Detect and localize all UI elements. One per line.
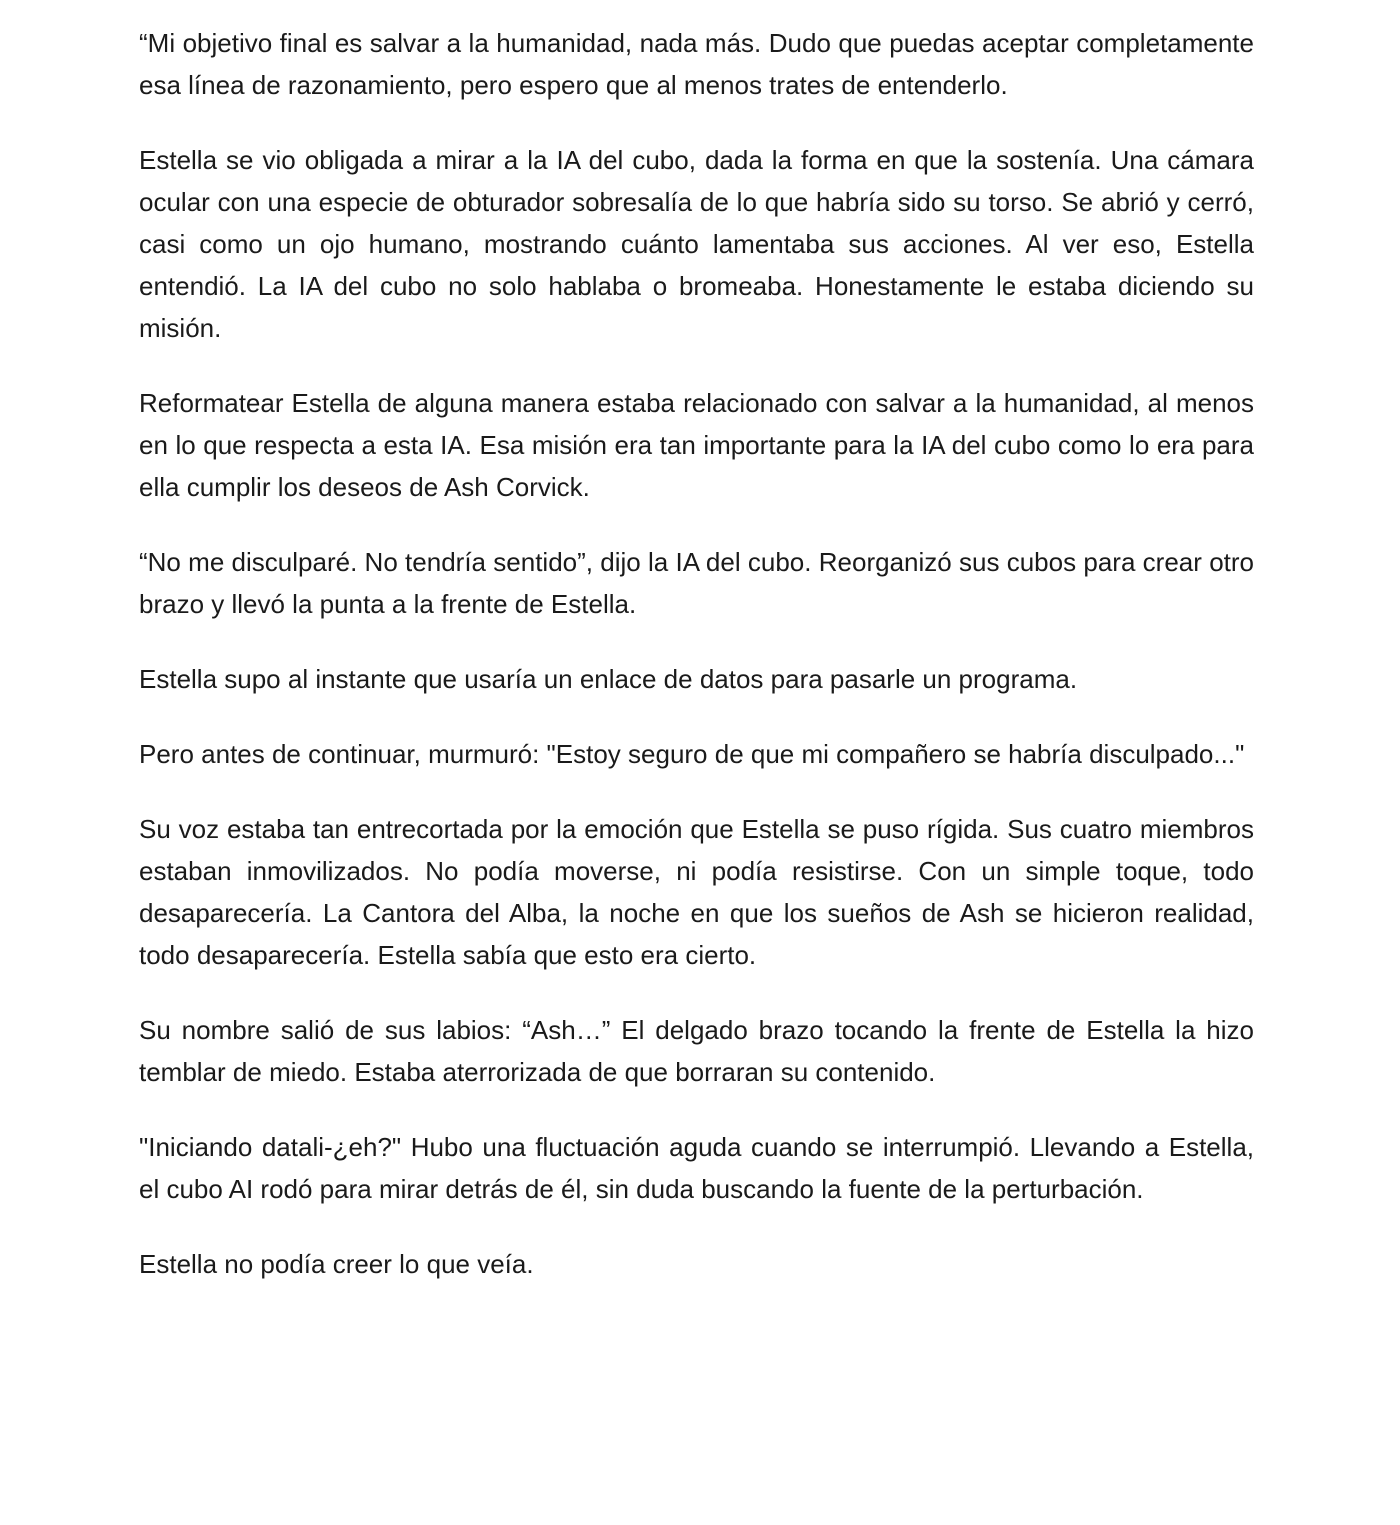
paragraph-10: Estella no podía creer lo que veía. bbox=[139, 1249, 534, 1279]
paragraph-9: "Iniciando datali-¿eh?" Hubo una fluctuación aguda cuando se interrumpió. Llevando a Estella, el cubo AI rodó para mirar detrás de él, sin duda buscando la fuente de la perturbación. bbox=[139, 1132, 1254, 1204]
paragraph-1: “Mi objetivo final es salvar a la humanidad, nada más. Dudo que puedas aceptar completamente esa línea de razonamiento, pero espero que al menos trates de entenderlo. bbox=[139, 28, 1254, 100]
paragraph-2: Estella se vio obligada a mirar a la IA del cubo, dada la forma en que la sostenía. Una cámara ocular con una especie de obturador sobresalía de lo que habría sido su torso. Se abrió y cerró, casi como un ojo humano, mostrando cuánto lamentaba sus acciones. Al ver eso, Estella entendió. La IA del cubo no solo hablaba o bromeaba. Honestamente le estaba diciendo su misión. bbox=[139, 145, 1254, 343]
paragraph-3: Reformatear Estella de alguna manera estaba relacionado con salvar a la humanidad, al menos en lo que respecta a esta IA. Esa misión era tan importante para la IA del cubo como lo era para ella cumplir los deseos de Ash Corvick. bbox=[139, 388, 1254, 502]
paragraph-8: Su nombre salió de sus labios: “Ash…” El delgado brazo tocando la frente de Estella la hizo temblar de miedo. Estaba aterrorizada de que borraran su contenido. bbox=[139, 1015, 1254, 1087]
paragraph-6: Pero antes de continuar, murmuró: "Estoy seguro de que mi compañero se habría disculpado..." bbox=[139, 739, 1245, 769]
document-page bbox=[139, 22, 1254, 1318]
paragraph-5: Estella supo al instante que usaría un enlace de datos para pasarle un programa. bbox=[139, 664, 1078, 694]
paragraph-4: “No me disculparé. No tendría sentido”, dijo la IA del cubo. Reorganizó sus cubos para crear otro brazo y llevó la punta a la frente de Estella. bbox=[139, 547, 1254, 619]
paragraph-7: Su voz estaba tan entrecortada por la emoción que Estella se puso rígida. Sus cuatro miembros estaban inmovilizados. No podía moverse, ni podía resistirse. Con un simple toque, todo desaparecería. La Cantora del Alba, la noche en que los sueños de Ash se hicieron realidad, todo desaparecería. Estella sabía que esto era cierto. bbox=[139, 814, 1254, 970]
